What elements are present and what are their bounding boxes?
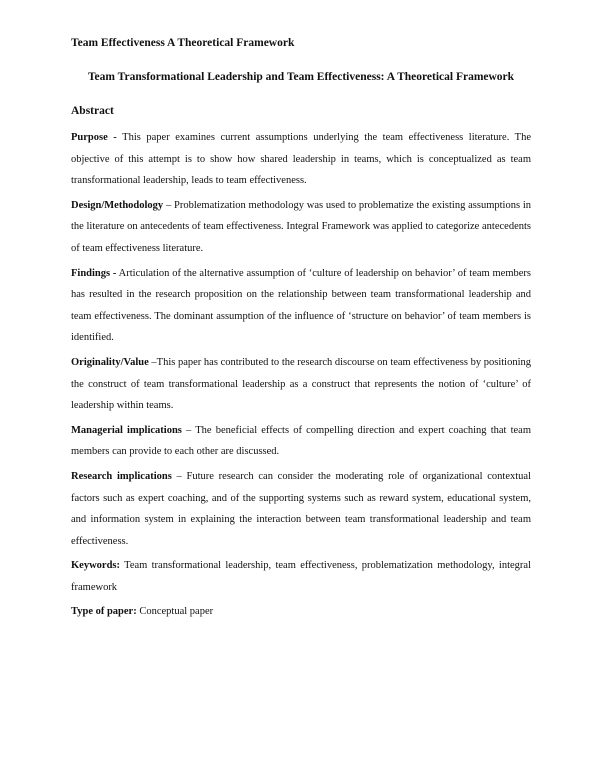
originality-label: Originality/Value — [71, 356, 149, 368]
managerial-text: – The beneficial effects of compelling direction and expert coaching that team members can provide to each other are discussed. — [71, 424, 532, 458]
findings-label: Findings - — [71, 267, 117, 279]
research-paragraph — [71, 466, 531, 552]
purpose-text: This paper examines current assumptions underlying the team effectiveness literature. The objective of this attempt is to show how shared leadership in teams, which is conceptualized as team transformational leadership, leads to team effectiveness. — [71, 132, 532, 187]
paper-type-label: Type of paper: — [71, 606, 137, 618]
keywords-text: Team transformational leadership, team effectiveness, problematization methodology, integral framework — [71, 560, 531, 593]
purpose-label: Purpose - — [71, 132, 117, 143]
paper-type-paragraph — [71, 601, 531, 623]
design-text: – Problematization methodology was used to problematize the existing assumptions in the literature on antecedents of team effectiveness. Integral Framework was applied to categorize antecedents of team effectiveness literature. — [71, 199, 531, 254]
managerial-paragraph — [71, 420, 531, 463]
design-label: Design/Methodology — [71, 199, 164, 211]
research-text: – Future research can consider the moderating role of organizational contextual factors such as expert coaching, and of the supporting systems such as reward system, educational system, and information system in explaining the interaction between team transformational leadership and team effectiveness. — [71, 470, 531, 547]
research-label: Research implications — [71, 470, 172, 482]
purpose-paragraph — [71, 127, 531, 192]
paper-title: Team Transformational Leadership and Team Effectiveness: A Theoretical Framework — [87, 71, 515, 83]
originality-paragraph — [71, 352, 531, 417]
running-head: Team Effectiveness A Theoretical Framework — [71, 37, 295, 49]
findings-text: Articulation of the alternative assumption of ‘culture of leadership on behavior’ of team members has resulted in the research proposition on the relationship between team transformational leadership and team effectiveness. The dominant assumption of the influence of ‘structure on behavior’ of team members is identified. — [71, 267, 531, 344]
paper-type-text: Conceptual paper — [136, 606, 214, 618]
keywords-paragraph — [71, 555, 531, 598]
keywords-label: Keywords: — [71, 560, 120, 572]
document-page — [71, 36, 531, 629]
abstract-heading: Abstract — [71, 105, 114, 117]
managerial-label: Managerial implications — [71, 424, 182, 436]
design-paragraph — [71, 195, 531, 260]
originality-text: –This paper has contributed to the research discourse on team effectiveness by positioning the construct of team transformational leadership as a construct that represents the notion of ‘culture’ of leadership within teams. — [71, 356, 531, 412]
findings-paragraph — [71, 263, 531, 349]
